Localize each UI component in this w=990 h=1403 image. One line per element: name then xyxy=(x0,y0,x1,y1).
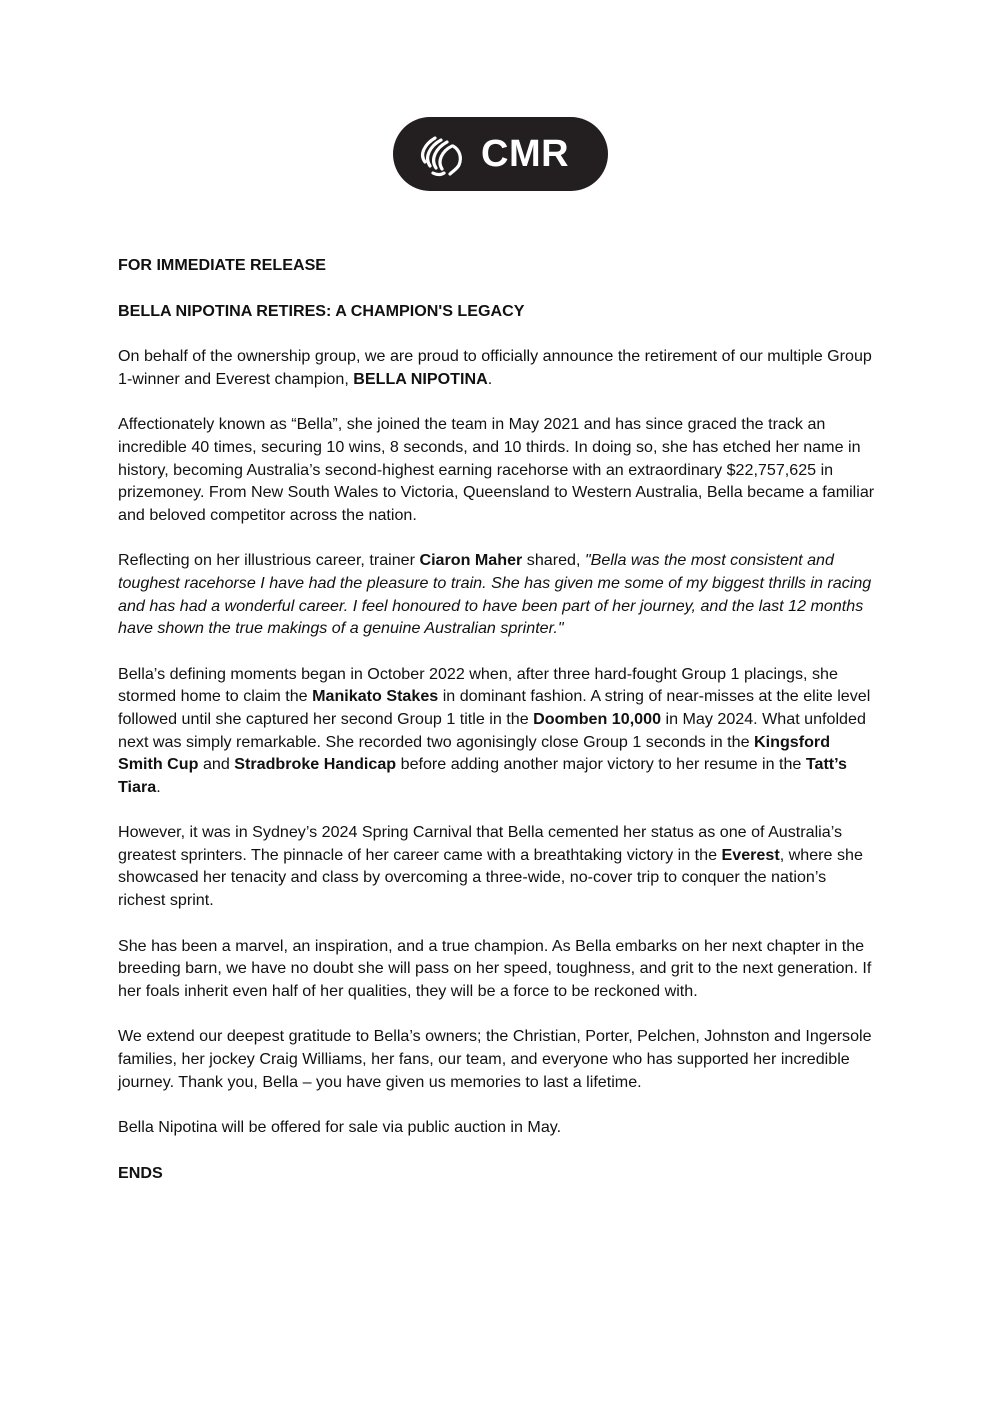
press-release-body xyxy=(118,254,878,1207)
trainer-name: Ciaron Maher xyxy=(419,551,523,570)
paragraph-auction: Bella Nipotina will be offered for sale via public auction in May. xyxy=(118,1118,562,1137)
logo-wordmark: CMR xyxy=(481,133,570,175)
paragraph-career-stats: Affectionately known as “Bella”, she joined the team in May 2021 and has since graced the track an incredible 40 times, securing 10 wins, 8 seconds, and 10 thirds. In doing so, she has etched her name in history, becoming Australia’s second-highest earning racehorse with an extraordinary $22,757,625 in prizemoney. From New South Wales to Victoria, Queensland to Western Australia, Bella became a familiar and beloved competitor across the nation. xyxy=(118,415,875,524)
paragraph-gratitude: We extend our deepest gratitude to Bella’s owners; the Christian, Porter, Pelchen, Johnston and Ingersole families, her jockey Craig Williams, her fans, our team, and everyone who has supported her incredible journey. Thank you, Bella – you have given us memories to last a lifetime. xyxy=(118,1027,872,1091)
cmr-logo xyxy=(393,117,608,191)
ends-marker: ENDS xyxy=(118,1163,163,1182)
paragraph-defining-moments: Bella’s defining moments began in October 2022 when, after three hard-fought Group 1 placings, she stormed home to claim the Manikato Stakes in dominant fashion. A string of near-misses at the elite level followed until she captured her second Group 1 title in the Doomben 10,000 in May 2024. What unfolded next was simply remarkable. She recorded two agonisingly close Group 1 seconds in the Kingsford Smith Cup and Stradbroke Handicap before adding another major victory to her resume in the Tatt’s Tiara. xyxy=(118,664,871,796)
paragraph-announcement: On behalf of the ownership group, we are proud to officially announce the retirement of our multiple Group 1-winner and Everest champion, BELLA NIPOTINA. xyxy=(118,347,872,388)
horse-mane-icon xyxy=(413,128,473,180)
paragraph-trainer-quote: Reflecting on her illustrious career, trainer Ciaron Maher shared, "Bella was the most consistent and toughest racehorse I have had the pleasure to train. She has given me some of my biggest thrills in racing and has had a wonderful career. I feel honoured to have been part of her journey, and the last 12 months have shown the true makings of a genuine Australian sprinter." xyxy=(118,551,872,638)
paragraph-everest: However, it was in Sydney’s 2024 Spring Carnival that Bella cemented her status as one of Australia’s greatest sprinters. The pinnacle of her career came with a breathtaking victory in the Everest, where she showcased her tenacity and class by overcoming a three-wide, no-cover trip to conquer the nation’s richest sprint. xyxy=(118,823,863,910)
paragraph-breeding: She has been a marvel, an inspiration, and a true champion. As Bella embarks on her next chapter in the breeding barn, we have no doubt she will pass on her speed, toughness, and grit to the next generation. If her foals inherit even half of her qualities, they will be a force to be reckoned with. xyxy=(118,936,872,1000)
release-label: FOR IMMEDIATE RELEASE xyxy=(118,256,327,274)
trainer-quote: "Bella was the most consistent and toughest racehorse I have had the pleasure to train. She has given me some of my biggest thrills in racing and has had a wonderful career. I feel honoured to have been part of her journey, and the last 12 months have shown the true makings of a genuine Australian sprinter." xyxy=(118,551,872,638)
headline: BELLA NIPOTINA RETIRES: A CHAMPION'S LEGACY xyxy=(118,301,525,320)
horse-name: BELLA NIPOTINA xyxy=(353,369,488,388)
